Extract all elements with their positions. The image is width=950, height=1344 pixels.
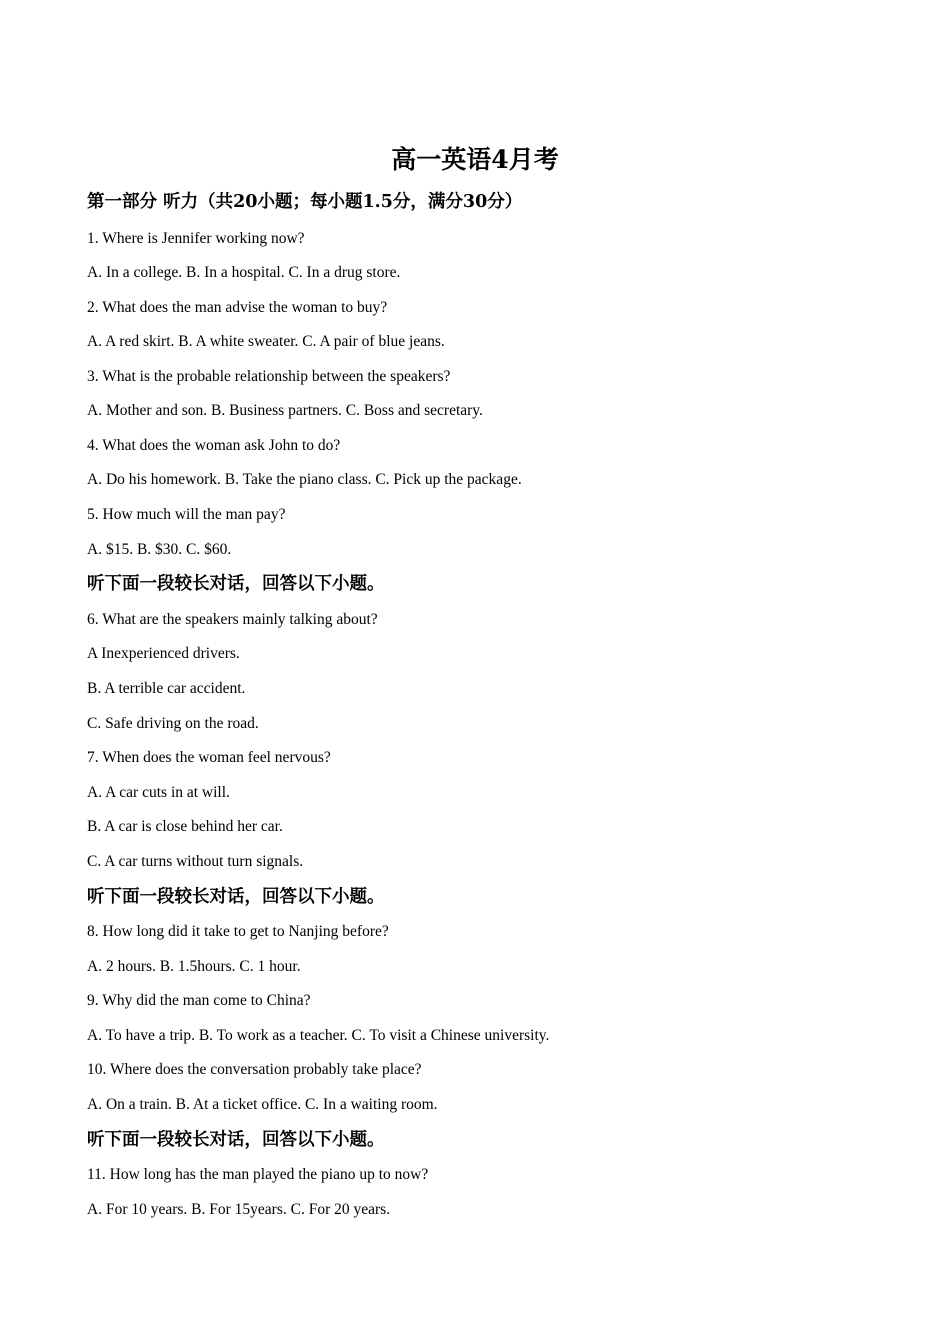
options-5: A. $15. B. $30. C. $60.	[87, 541, 232, 558]
options-4: A. Do his homework. B. Take the piano class. C. Pick up the package.	[87, 471, 522, 488]
option-6a: A Inexperienced drivers.	[87, 645, 240, 662]
question-8: 8. How long did it take to get to Nanjing before?	[87, 923, 389, 940]
dialogue-instruction: 听下面一段较长对话，回答以下小题。	[87, 574, 385, 594]
question-5: 5. How much will the man pay?	[87, 506, 286, 523]
question-4: 4. What does the woman ask John to do?	[87, 437, 341, 454]
options-3: A. Mother and son. B. Business partners. C. Boss and secretary.	[87, 402, 483, 419]
options-9: A. To have a trip. B. To work as a teacher. C. To visit a Chinese university.	[87, 1027, 550, 1044]
question-2: 2. What does the man advise the woman to buy?	[87, 299, 388, 316]
option-7a: A. A car cuts in at will.	[87, 784, 230, 801]
options-11: A. For 10 years. B. For 15years. C. For 20 years.	[87, 1201, 391, 1218]
options-8: A. 2 hours. B. 1.5hours. C. 1 hour.	[87, 958, 301, 975]
option-6c: C. Safe driving on the road.	[87, 715, 259, 732]
option-6b: B. A terrible car accident.	[87, 680, 246, 697]
dialogue-instruction: 听下面一段较长对话，回答以下小题。	[87, 1130, 385, 1150]
question-3: 3. What is the probable relationship between the speakers?	[87, 368, 451, 385]
question-6: 6. What are the speakers mainly talking about?	[87, 611, 378, 628]
question-7: 7. When does the woman feel nervous?	[87, 749, 331, 766]
options-10: A. On a train. B. At a ticket office. C. In a waiting room.	[87, 1096, 438, 1113]
question-1: 1. Where is Jennifer working now?	[87, 230, 305, 247]
option-7b: B. A car is close behind her car.	[87, 818, 283, 835]
dialogue-instruction: 听下面一段较长对话，回答以下小题。	[87, 887, 385, 907]
option-7c: C. A car turns without turn signals.	[87, 853, 304, 870]
options-2: A. A red skirt. B. A white sweater. C. A pair of blue jeans.	[87, 333, 445, 350]
options-1: A. In a college. B. In a hospital. C. In a drug store.	[87, 264, 401, 281]
question-9: 9. Why did the man come to China?	[87, 992, 311, 1009]
page-title: 高一英语4月考	[391, 145, 559, 174]
question-11: 11. How long has the man played the piano up to now?	[87, 1166, 429, 1183]
section-heading: 第一部分 听力（共20小题；每小题1.5分，满分30分）	[87, 192, 523, 212]
question-10: 10. Where does the conversation probably take place?	[87, 1061, 422, 1078]
